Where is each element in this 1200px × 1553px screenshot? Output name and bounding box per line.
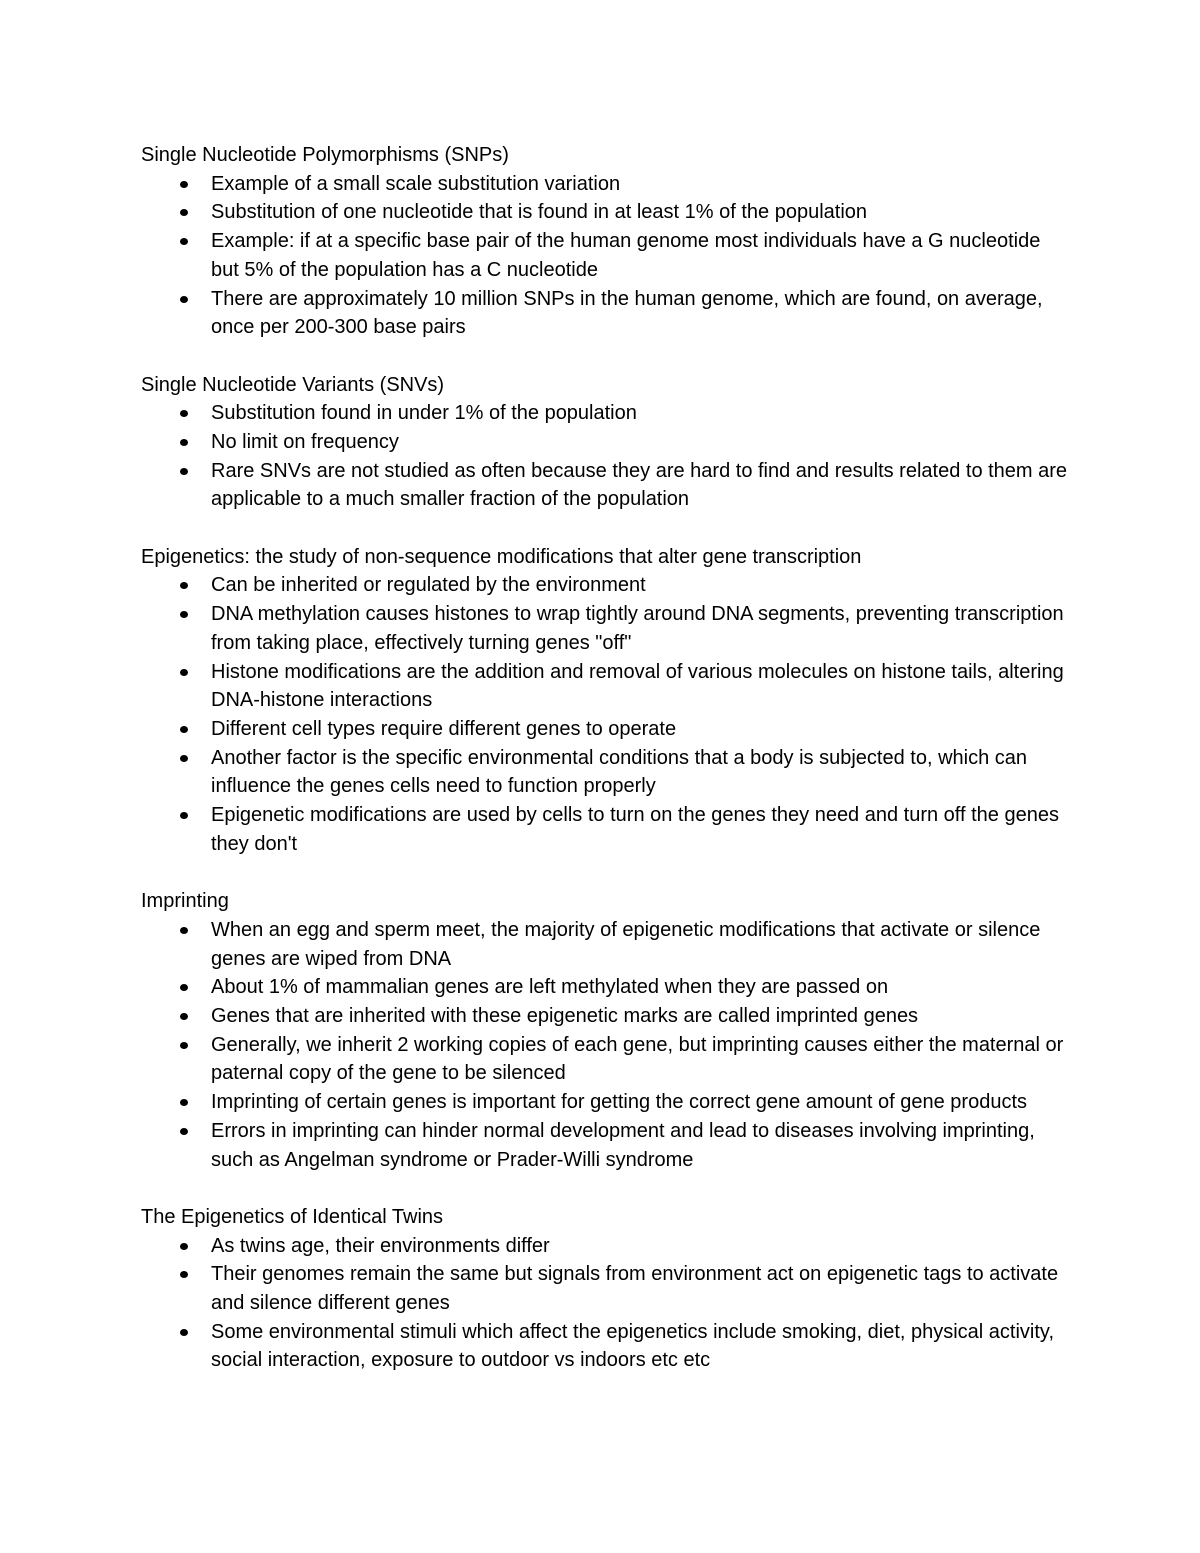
bullet-icon <box>180 1329 188 1336</box>
list-item-text: Example of a small scale substitution variation <box>211 172 621 195</box>
bullet-icon <box>180 439 188 446</box>
list-item <box>141 1117 1071 1174</box>
bullet-list <box>141 916 1071 1174</box>
list-item <box>141 916 1071 973</box>
list-item <box>141 428 1071 457</box>
list-item-text: Can be inherited or regulated by the environment <box>211 574 646 597</box>
bullet-icon <box>180 238 188 245</box>
bullet-list <box>141 571 1071 858</box>
document-page <box>141 141 1071 1404</box>
section-heading: The Epigenetics of Identical Twins <box>141 1205 444 1228</box>
list-item <box>141 170 1071 199</box>
list-item <box>141 744 1071 801</box>
list-item <box>141 715 1071 744</box>
list-item <box>141 658 1071 715</box>
list-item <box>141 1088 1071 1117</box>
list-item <box>141 457 1071 514</box>
bullet-icon <box>180 755 188 762</box>
list-item-text: Histone modifications are the addition and removal of various molecules on histone tails, altering DNA-histone interactions <box>211 660 1064 712</box>
list-item <box>141 973 1071 1002</box>
section-heading: Single Nucleotide Polymorphisms (SNPs) <box>141 144 509 166</box>
section-imprinting <box>141 887 1071 1174</box>
bullet-icon <box>180 1128 188 1135</box>
bullet-icon <box>180 812 188 819</box>
list-item-text: As twins age, their environments differ <box>211 1234 550 1257</box>
section-heading: Epigenetics: the study of non-sequence modifications that alter gene transcription <box>141 545 862 568</box>
list-item-text: Rare SNVs are not studied as often because they are hard to find and results related to them are applicable to a much smaller fraction of the population <box>211 459 1068 511</box>
list-item-text: Different cell types require different genes to operate <box>211 717 677 740</box>
section-heading: Single Nucleotide Variants (SNVs) <box>141 373 445 396</box>
list-item-text: Genes that are inherited with these epigenetic marks are called imprinted genes <box>211 1004 919 1027</box>
list-item <box>141 1260 1071 1317</box>
list-item <box>141 1031 1071 1088</box>
list-item-text: Substitution found in under 1% of the population <box>211 402 637 425</box>
list-item-text: When an egg and sperm meet, the majority of epigenetic modifications that activate or silence genes are wiped from DNA <box>211 918 1041 970</box>
bullet-list <box>141 399 1071 514</box>
list-item <box>141 571 1071 600</box>
list-item <box>141 198 1071 227</box>
bullet-list <box>141 1232 1071 1376</box>
list-item <box>141 285 1071 342</box>
bullet-icon <box>180 582 188 589</box>
bullet-icon <box>180 1243 188 1250</box>
bullet-icon <box>180 611 188 618</box>
list-item-text: Errors in imprinting can hinder normal development and lead to diseases involving imprinting, such as Angelman syndrome or Prader-Willi syndrome <box>211 1119 1035 1171</box>
list-item-text: No limit on frequency <box>211 430 399 453</box>
bullet-icon <box>180 410 188 417</box>
list-item-text: Generally, we inherit 2 working copies of each gene, but imprinting causes either the maternal or paternal copy of the gene to be silenced <box>211 1033 1064 1085</box>
list-item <box>141 1318 1071 1375</box>
list-item-text: Their genomes remain the same but signals from environment act on epigenetic tags to activate and silence different genes <box>211 1263 1059 1314</box>
bullet-icon <box>180 1042 188 1049</box>
section-heading: Imprinting <box>141 890 229 913</box>
bullet-icon <box>180 181 188 188</box>
list-item-text: Some environmental stimuli which affect the epigenetics include smoking, diet, physical activity, social interaction, exposure to outdoor vs indoors etc etc <box>211 1320 1054 1372</box>
list-item-text: DNA methylation causes histones to wrap tightly around DNA segments, preventing transcription from taking place, effectively turning genes "off" <box>211 603 1064 654</box>
bullet-icon <box>180 468 188 475</box>
list-item-text: Substitution of one nucleotide that is found in at least 1% of the population <box>211 201 868 224</box>
list-item-text: Example: if at a specific base pair of the human genome most individuals have a G nucleotide but 5% of the population has a C nucleotide <box>211 230 1041 281</box>
bullet-icon <box>180 726 188 733</box>
bullet-icon <box>180 296 188 303</box>
list-item <box>141 1232 1071 1261</box>
bullet-icon <box>180 1099 188 1106</box>
section-snvs <box>141 371 1071 515</box>
bullet-list <box>141 170 1071 342</box>
list-item-text: Another factor is the specific environmental conditions that a body is subjected to, which can influence the genes cells need to function properly <box>211 746 1028 798</box>
list-item-text: About 1% of mammalian genes are left methylated when they are passed on <box>211 976 889 999</box>
bullet-icon <box>180 669 188 676</box>
list-item-text: There are approximately 10 million SNPs in the human genome, which are found, on average, once per 200-300 base pairs <box>211 287 1043 339</box>
bullet-icon <box>180 1271 188 1278</box>
list-item-text: Epigenetic modifications are used by cells to turn on the genes they need and turn off the genes they don't <box>211 804 1059 855</box>
bullet-icon <box>180 984 188 991</box>
list-item <box>141 1002 1071 1031</box>
list-item-text: Imprinting of certain genes is important for getting the correct gene amount of gene products <box>211 1091 1028 1114</box>
list-item <box>141 801 1071 858</box>
section-epigenetics <box>141 543 1071 859</box>
section-snps <box>141 141 1071 342</box>
section-identical-twins <box>141 1203 1071 1375</box>
list-item <box>141 600 1071 657</box>
bullet-icon <box>180 209 188 216</box>
list-item <box>141 399 1071 428</box>
bullet-icon <box>180 1013 188 1020</box>
bullet-icon <box>180 927 188 934</box>
list-item <box>141 227 1071 284</box>
